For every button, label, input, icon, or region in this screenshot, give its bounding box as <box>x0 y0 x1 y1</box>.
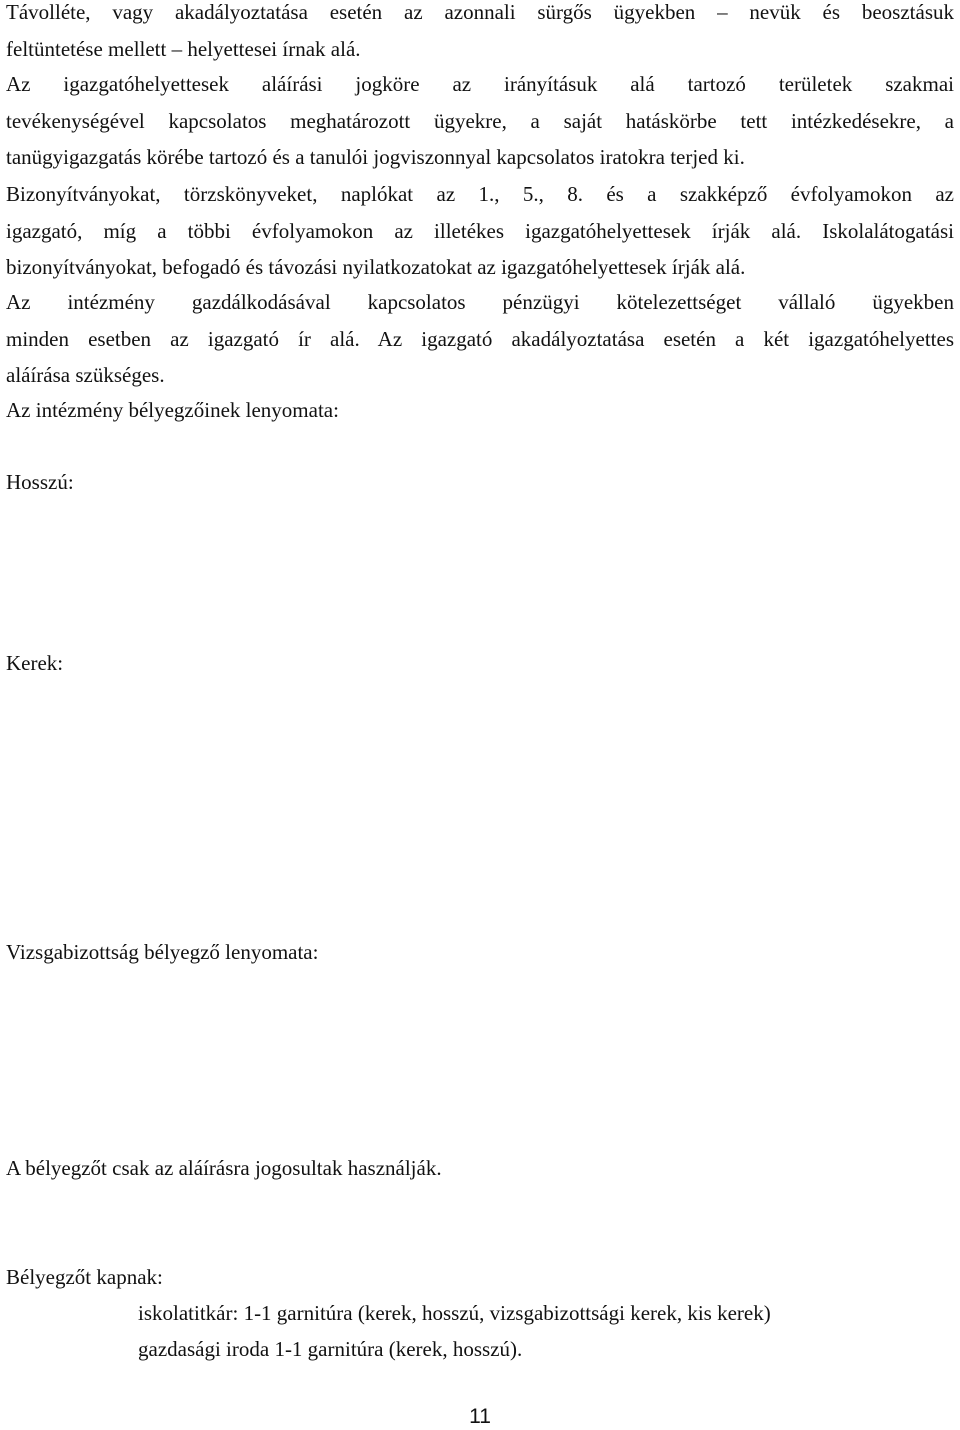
page-number: 11 <box>469 1405 491 1428</box>
text-line: tevékenységével kapcsolatos meghatározott ügyekre, a saját hatáskörbe tett intézkedésekre, a <box>6 108 954 133</box>
document-page <box>6 0 956 1430</box>
text-line: Az intézmény gazdálkodásával kapcsolatos pénzügyi kötelezettséget vállaló ügyekben <box>6 290 954 314</box>
recipient-item: gazdasági iroda 1-1 garnitúra (kerek, hosszú). <box>138 1337 523 1361</box>
stamp-long-label: Hosszú: <box>6 470 74 494</box>
text-line: bizonyítványokat, befogadó és távozási nyilatkozatokat az igazgatóhelyettesek írják alá. <box>6 255 746 279</box>
paragraph-deputies-signing <box>6 0 954 67</box>
text-line: Bizonyítványokat, törzskönyveket, naplókat az 1., 5., 8. és a szakképző évfolyamokon az <box>6 182 954 206</box>
text-line: Az igazgatóhelyettesek aláírási jogköre az irányításuk alá tartozó területek szakmai <box>6 72 954 96</box>
text-line: Távolléte, vagy akadályoztatása esetén az azonnali sürgős ügyekben – nevük és beosztásuk <box>6 0 954 24</box>
text-line: tanügyigazgatás körébe tartozó és a tanulói jogviszonnyal kapcsolatos iratokra terjed ki. <box>6 145 745 169</box>
paragraph-certificates <box>6 176 954 286</box>
recipients-heading: Bélyegzőt kapnak: <box>6 1265 163 1289</box>
text-line: aláírása szükséges. <box>6 363 165 387</box>
stamp-round-label: Kerek: <box>6 651 64 675</box>
exam-stamp-label: Vizsgabizottság bélyegző lenyomata: <box>6 940 319 964</box>
text-line: minden esetben az igazgató ír alá. Az igazgató akadályoztatása esetén a két igazgatóhelyettes <box>6 326 954 351</box>
text-line: igazgató, míg a többi évfolyamokon az illetékes igazgatóhelyettesek írják alá. Iskolalátogatási <box>6 218 954 243</box>
recipient-item: iskolatitkár: 1-1 garnitúra (kerek, hosszú, vizsgabizottsági kerek, kis kerek) <box>138 1301 771 1325</box>
stamps-heading: Az intézmény bélyegzőinek lenyomata: <box>6 398 339 422</box>
paragraph-signing-authority <box>6 66 954 176</box>
text-line: feltüntetése mellett – helyettesei írnak alá. <box>6 36 361 61</box>
usage-note: A bélyegzőt csak az aláírásra jogosultak használják. <box>6 1156 442 1180</box>
paragraph-financial <box>6 284 954 394</box>
